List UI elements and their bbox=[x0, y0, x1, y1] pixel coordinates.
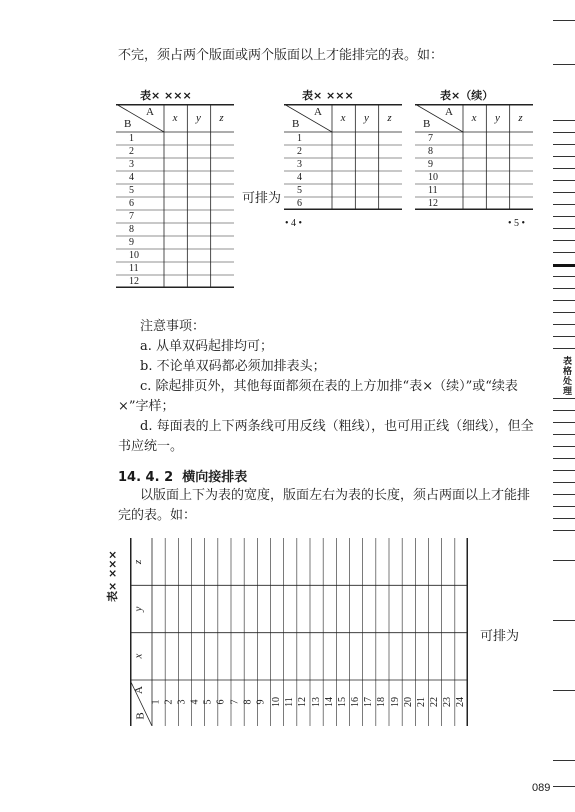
table-left bbox=[116, 104, 234, 288]
table-left-col-header-z: z bbox=[219, 112, 224, 124]
note-d-line2: 书应统一。 bbox=[118, 439, 184, 454]
table-left-row-label: 7 bbox=[129, 211, 134, 222]
table-left-row-label: 12 bbox=[129, 276, 139, 287]
table-horizontal-row-label: 14 bbox=[323, 697, 335, 707]
table-right-col-header-x: x bbox=[471, 112, 477, 124]
table-horizontal-col-header-y: y bbox=[132, 606, 145, 612]
table-right-row-label: 10 bbox=[428, 172, 438, 183]
table-right-col-header-z: z bbox=[518, 112, 523, 124]
side-tick bbox=[553, 494, 575, 495]
table-horizontal-row-label: 12 bbox=[297, 697, 309, 707]
side-tick bbox=[553, 264, 575, 267]
side-tick bbox=[553, 312, 575, 313]
side-tick bbox=[553, 120, 575, 121]
table-mid bbox=[284, 104, 402, 210]
side-tick bbox=[553, 288, 575, 289]
side-tick bbox=[553, 470, 575, 471]
table-left-row-label: 2 bbox=[129, 146, 134, 157]
table-horizontal-col-header-x: x bbox=[132, 653, 145, 659]
table-right-row-label: 11 bbox=[428, 185, 438, 196]
table-right bbox=[415, 104, 533, 210]
side-tick bbox=[553, 240, 575, 241]
side-tick bbox=[553, 300, 575, 301]
side-tick bbox=[553, 180, 575, 181]
table-left-col-header-x: x bbox=[172, 112, 178, 124]
table-left-row-label: 4 bbox=[129, 172, 134, 183]
table-mid-header-a: A bbox=[314, 106, 322, 118]
table-horizontal-row-label: 19 bbox=[389, 697, 401, 707]
table-horizontal-header-b: B bbox=[134, 712, 147, 720]
table-horizontal-row-label: 17 bbox=[363, 697, 375, 707]
table-left-col-header-y: y bbox=[196, 112, 201, 124]
side-tick bbox=[553, 324, 575, 325]
table-horizontal-row-label: 6 bbox=[215, 699, 227, 705]
table-horizontal-row-label: 7 bbox=[229, 699, 241, 705]
table-right-row-label: 12 bbox=[428, 198, 438, 209]
side-tab-label: 表格处理 bbox=[561, 356, 571, 396]
note-c-line1: c. 除起排页外，其他每面都须在表的上方加排“表×（续）”或“续表 bbox=[140, 379, 518, 394]
table-left-row-label: 3 bbox=[129, 159, 134, 170]
side-tick bbox=[553, 336, 575, 337]
table-mid-row-label: 5 bbox=[297, 185, 302, 196]
note-b: b. 不论单双码都必须加排表头； bbox=[140, 359, 326, 374]
table-right-col-header-y: y bbox=[495, 112, 500, 124]
note-c-line2: ×”字样； bbox=[118, 399, 175, 414]
page-mark-4: • 4 • bbox=[285, 218, 303, 229]
paragraph-line1: 以版面上下为表的宽度，版面左右为表的长度，须占两面以上才能排 bbox=[140, 488, 531, 503]
table-horizontal bbox=[130, 538, 468, 726]
can-arrange-label-2: 可排为 bbox=[480, 629, 520, 644]
side-tick bbox=[553, 518, 575, 519]
table-right-header-b: B bbox=[423, 118, 431, 130]
table-left-row-label: 1 bbox=[129, 133, 134, 144]
side-tick bbox=[553, 620, 575, 621]
side-tick bbox=[553, 506, 575, 507]
table-right-row-label: 8 bbox=[428, 146, 433, 157]
side-tick bbox=[553, 276, 575, 277]
side-tick bbox=[553, 20, 575, 21]
table-horizontal-row-label: 24 bbox=[455, 697, 467, 707]
side-tick bbox=[553, 144, 575, 145]
table-horizontal-row-label: 1 bbox=[150, 699, 162, 705]
side-tick bbox=[553, 760, 575, 761]
table-mid-row-label: 3 bbox=[297, 159, 302, 170]
table-horizontal-row-label: 4 bbox=[189, 699, 201, 705]
table-horizontal-row-label: 11 bbox=[284, 697, 296, 707]
table-horizontal-row-label: 8 bbox=[242, 699, 254, 705]
table-left-row-label: 11 bbox=[129, 263, 139, 274]
side-tick bbox=[553, 786, 575, 787]
side-tick bbox=[553, 64, 575, 65]
side-tick bbox=[553, 560, 575, 561]
table-horizontal-row-label: 18 bbox=[376, 697, 388, 707]
table-horizontal-row-label: 20 bbox=[402, 697, 414, 707]
side-tick bbox=[553, 204, 575, 205]
table-mid-caption: 表× ××× bbox=[302, 89, 354, 102]
table-left-row-label: 10 bbox=[129, 250, 139, 261]
table-left-row-label: 6 bbox=[129, 198, 134, 209]
table-horizontal-header-a: A bbox=[132, 686, 145, 694]
page-number: 089 bbox=[532, 782, 551, 794]
table-right-caption: 表×（续） bbox=[440, 89, 494, 102]
intro-line: 不完，须占两个版面或两个版面以上才能排完的表。如： bbox=[118, 48, 444, 63]
section-heading bbox=[118, 466, 247, 485]
table-right-row-label: 7 bbox=[428, 133, 433, 144]
side-tick bbox=[553, 228, 575, 229]
table-horizontal-row-label: 21 bbox=[415, 697, 427, 707]
side-tick bbox=[553, 348, 575, 349]
side-tick bbox=[553, 434, 575, 435]
table-horizontal-row-label: 23 bbox=[442, 697, 454, 707]
table-mid-col-header-x: x bbox=[340, 112, 346, 124]
table-mid-row-label: 6 bbox=[297, 198, 302, 209]
table-horizontal-row-label: 13 bbox=[310, 697, 322, 707]
table-left-header-b: B bbox=[124, 118, 132, 130]
table-left-row-label: 8 bbox=[129, 224, 134, 235]
table-horizontal-row-label: 5 bbox=[202, 699, 214, 705]
page-mark-5: • 5 • bbox=[508, 218, 526, 229]
side-tick bbox=[553, 132, 575, 133]
table-left-caption: 表× ××× bbox=[140, 89, 192, 102]
table-left-header-a: A bbox=[146, 106, 154, 118]
section-number: 14. 4. 2 bbox=[118, 470, 174, 485]
table-horizontal-row-label: 2 bbox=[163, 699, 175, 705]
table-mid-col-header-y: y bbox=[364, 112, 369, 124]
table-mid-row-label: 1 bbox=[297, 133, 302, 144]
notes-title: 注意事项： bbox=[140, 319, 206, 334]
table-right-header-a: A bbox=[445, 106, 453, 118]
note-d-line1: d. 每面表的上下两条线可用反线（粗线），也可用正线（细线），但全 bbox=[140, 419, 534, 434]
table-mid-col-header-z: z bbox=[387, 112, 392, 124]
can-arrange-label-1: 可排为 bbox=[242, 191, 282, 206]
table-horizontal-row-label: 9 bbox=[255, 699, 267, 705]
table-horizontal-caption: 表× ××× bbox=[106, 550, 119, 602]
table-horizontal-row-label: 3 bbox=[176, 699, 188, 705]
table-mid-row-label: 4 bbox=[297, 172, 302, 183]
table-horizontal-row-label: 10 bbox=[271, 697, 283, 707]
table-horizontal-row-label: 22 bbox=[429, 697, 441, 707]
side-tick bbox=[553, 530, 575, 531]
table-left-row-label: 5 bbox=[129, 185, 134, 196]
side-tick bbox=[553, 192, 575, 193]
side-tick bbox=[553, 410, 575, 411]
side-tick bbox=[553, 216, 575, 217]
table-right-row-label: 9 bbox=[428, 159, 433, 170]
section-title: 横向接排表 bbox=[182, 470, 248, 485]
side-tick bbox=[553, 690, 575, 691]
side-tick bbox=[553, 156, 575, 157]
side-tick bbox=[553, 458, 575, 459]
side-tick bbox=[553, 252, 575, 253]
table-horizontal-row-label: 15 bbox=[336, 697, 348, 707]
side-tick bbox=[553, 422, 575, 423]
side-tick bbox=[553, 482, 575, 483]
table-horizontal-col-header-z: z bbox=[132, 559, 145, 564]
side-tick bbox=[553, 168, 575, 169]
table-mid-row-label: 2 bbox=[297, 146, 302, 157]
table-left-row-label: 9 bbox=[129, 237, 134, 248]
table-horizontal-row-label: 16 bbox=[350, 697, 362, 707]
note-a: a. 从单双码起排均可； bbox=[140, 339, 274, 354]
side-tick bbox=[553, 446, 575, 447]
side-tick bbox=[553, 398, 575, 399]
paragraph-line2: 完的表。如： bbox=[118, 508, 197, 523]
table-mid-header-b: B bbox=[292, 118, 300, 130]
